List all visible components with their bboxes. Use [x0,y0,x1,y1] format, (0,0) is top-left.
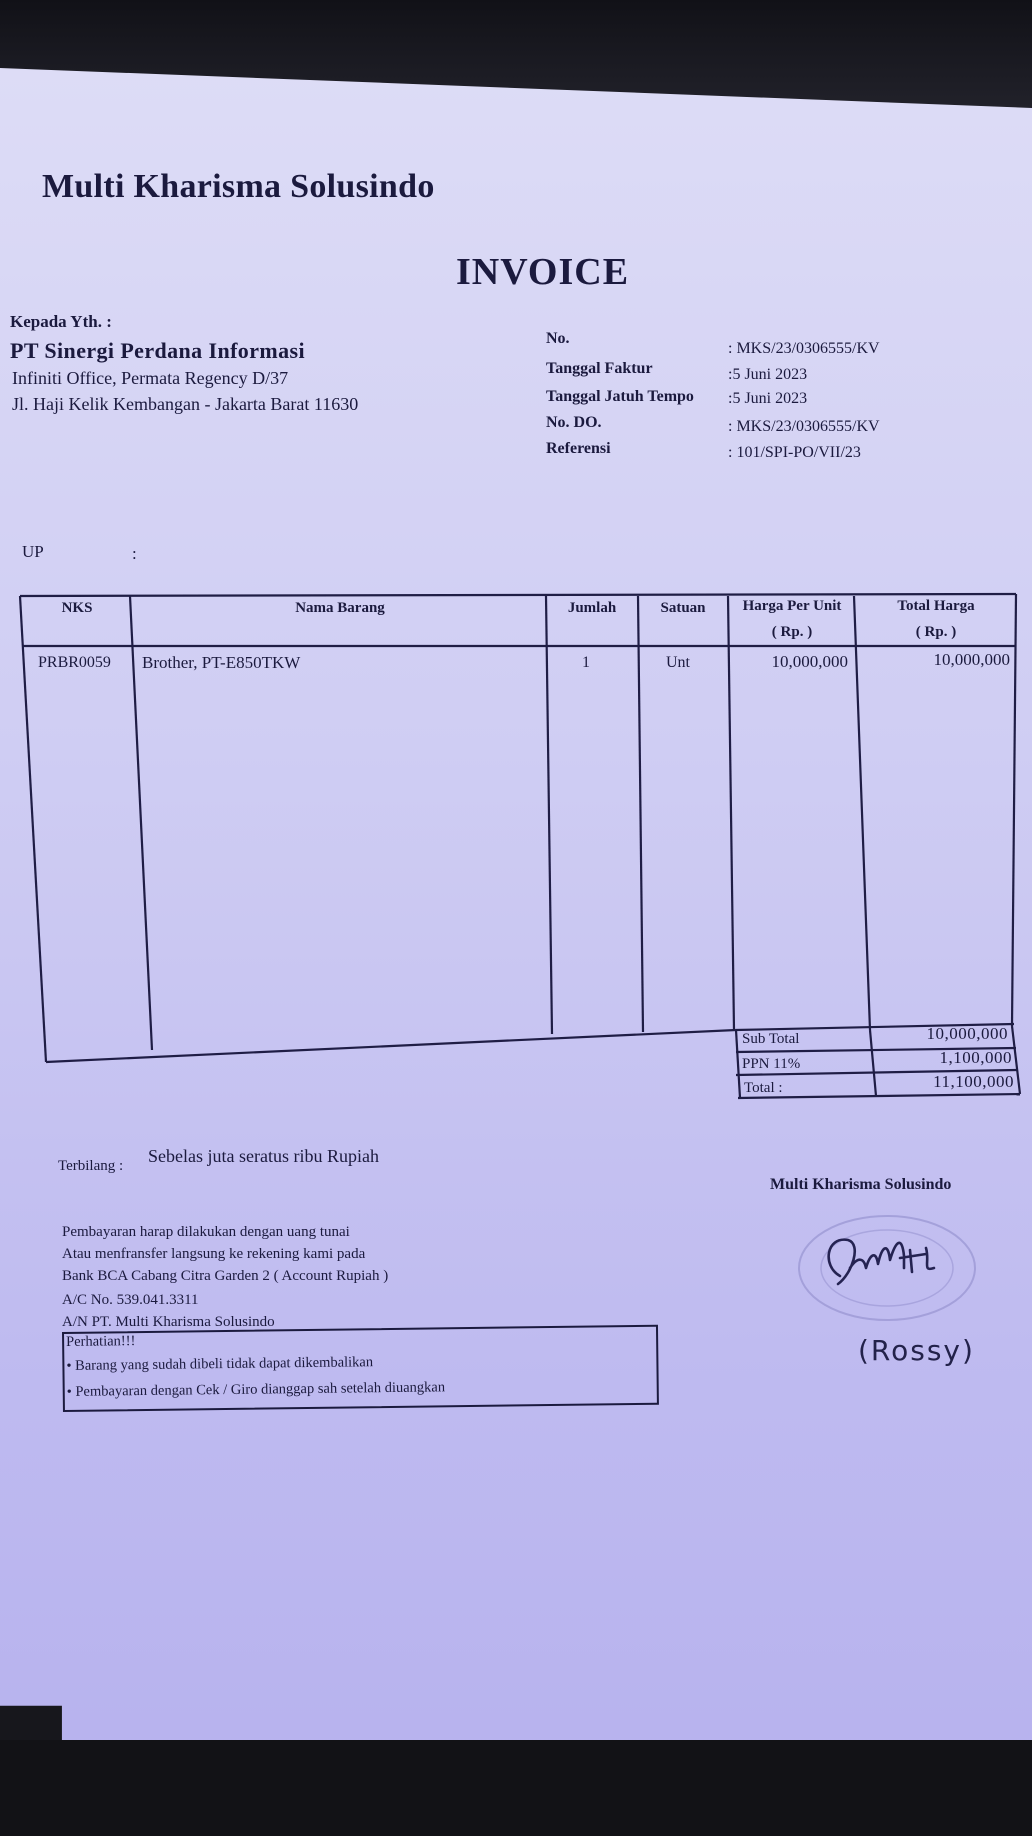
info-value-no: : MKS/23/0306555/KV [728,340,880,357]
info-value-referensi: : 101/SPI-PO/VII/23 [728,444,861,461]
total-value: 11,100,000 [933,1072,1014,1091]
customer-address-line1: Infiniti Office, Permata Regency D/37 [12,368,289,388]
row-1-nama-barang: Brother, PT-E850TKW [142,653,301,672]
subtotal-label: Sub Total [742,1031,800,1047]
header-harga-per-unit-currency: ( Rp. ) [771,624,813,640]
note-item-1: • Barang yang sudah dibeli tidak dapat dikembalikan [66,1354,374,1374]
customer-address-line2: Jl. Haji Kelik Kembangan - Jakarta Barat 11630 [12,394,359,414]
header-nks: NKS [61,600,93,616]
row-1-jumlah: 1 [582,654,590,671]
row-1-satuan: Unt [666,654,690,671]
info-label-tanggal-faktur: Tanggal Faktur [546,360,653,377]
header-total-harga: Total Harga [897,598,975,614]
terbilang-value: Sebelas juta seratus ribu Rupiah [148,1146,379,1166]
info-label-jatuh-tempo: Tanggal Jatuh Tempo [546,388,694,405]
header-satuan: Satuan [660,600,706,616]
header-jumlah: Jumlah [567,600,617,616]
info-label-no-do: No. DO. [546,414,602,431]
info-value-tanggal-faktur: :5 Juni 2023 [728,366,808,383]
payment-line1: Pembayaran harap dilakukan dengan uang tunai [62,1224,350,1240]
company-stamp-and-signature [792,1206,982,1326]
notes-box [62,1325,659,1412]
info-value-jatuh-tempo: :5 Juni 2023 [728,390,808,407]
signature-company: Multi Kharisma Solusindo [770,1176,952,1193]
ppn-label: PPN 11% [742,1056,801,1072]
notes-title: Perhatian!!! [66,1333,136,1350]
background-bottom [0,1740,1032,1836]
header-nama-barang: Nama Barang [295,600,385,616]
payment-account-number: A/C No. 539.041.3311 [62,1292,199,1308]
customer-name: PT Sinergi Perdana Informasi [10,338,305,363]
payment-account-name: A/N PT. Multi Kharisma Solusindo [62,1314,275,1330]
total-label: Total : [744,1080,783,1096]
customer-label: Kepada Yth. : [10,312,112,331]
up-colon: : [132,544,137,563]
payment-bank: Bank BCA Cabang Citra Garden 2 ( Account Rupiah ) [62,1268,389,1284]
subtotal-value: 10,000,000 [926,1024,1008,1043]
header-harga-per-unit: Harga Per Unit [742,598,842,614]
note-item-2: • Pembayaran dengan Cek / Giro dianggap sah setelah diuangkan [66,1379,446,1400]
header-total-harga-currency: ( Rp. ) [915,624,957,640]
company-name: Multi Kharisma Solusindo [42,168,435,205]
info-label-referensi: Referensi [546,440,611,457]
invoice-title: INVOICE [456,251,630,293]
row-1-total-harga: 10,000,000 [933,650,1010,669]
up-label: UP [22,542,44,561]
ppn-value: 1,100,000 [939,1048,1012,1067]
invoice-paper [0,68,1032,1774]
row-1-nks: PRBR0059 [38,654,111,671]
terbilang-label: Terbilang : [58,1158,124,1174]
payment-line2: Atau menfransfer langsung ke rekening kami pada [62,1246,366,1262]
info-label-no: No. [546,330,570,347]
row-1-harga-per-unit: 10,000,000 [771,652,848,671]
signer-handwritten-name: (Rossy) [858,1334,975,1367]
info-value-no-do: : MKS/23/0306555/KV [728,418,880,435]
